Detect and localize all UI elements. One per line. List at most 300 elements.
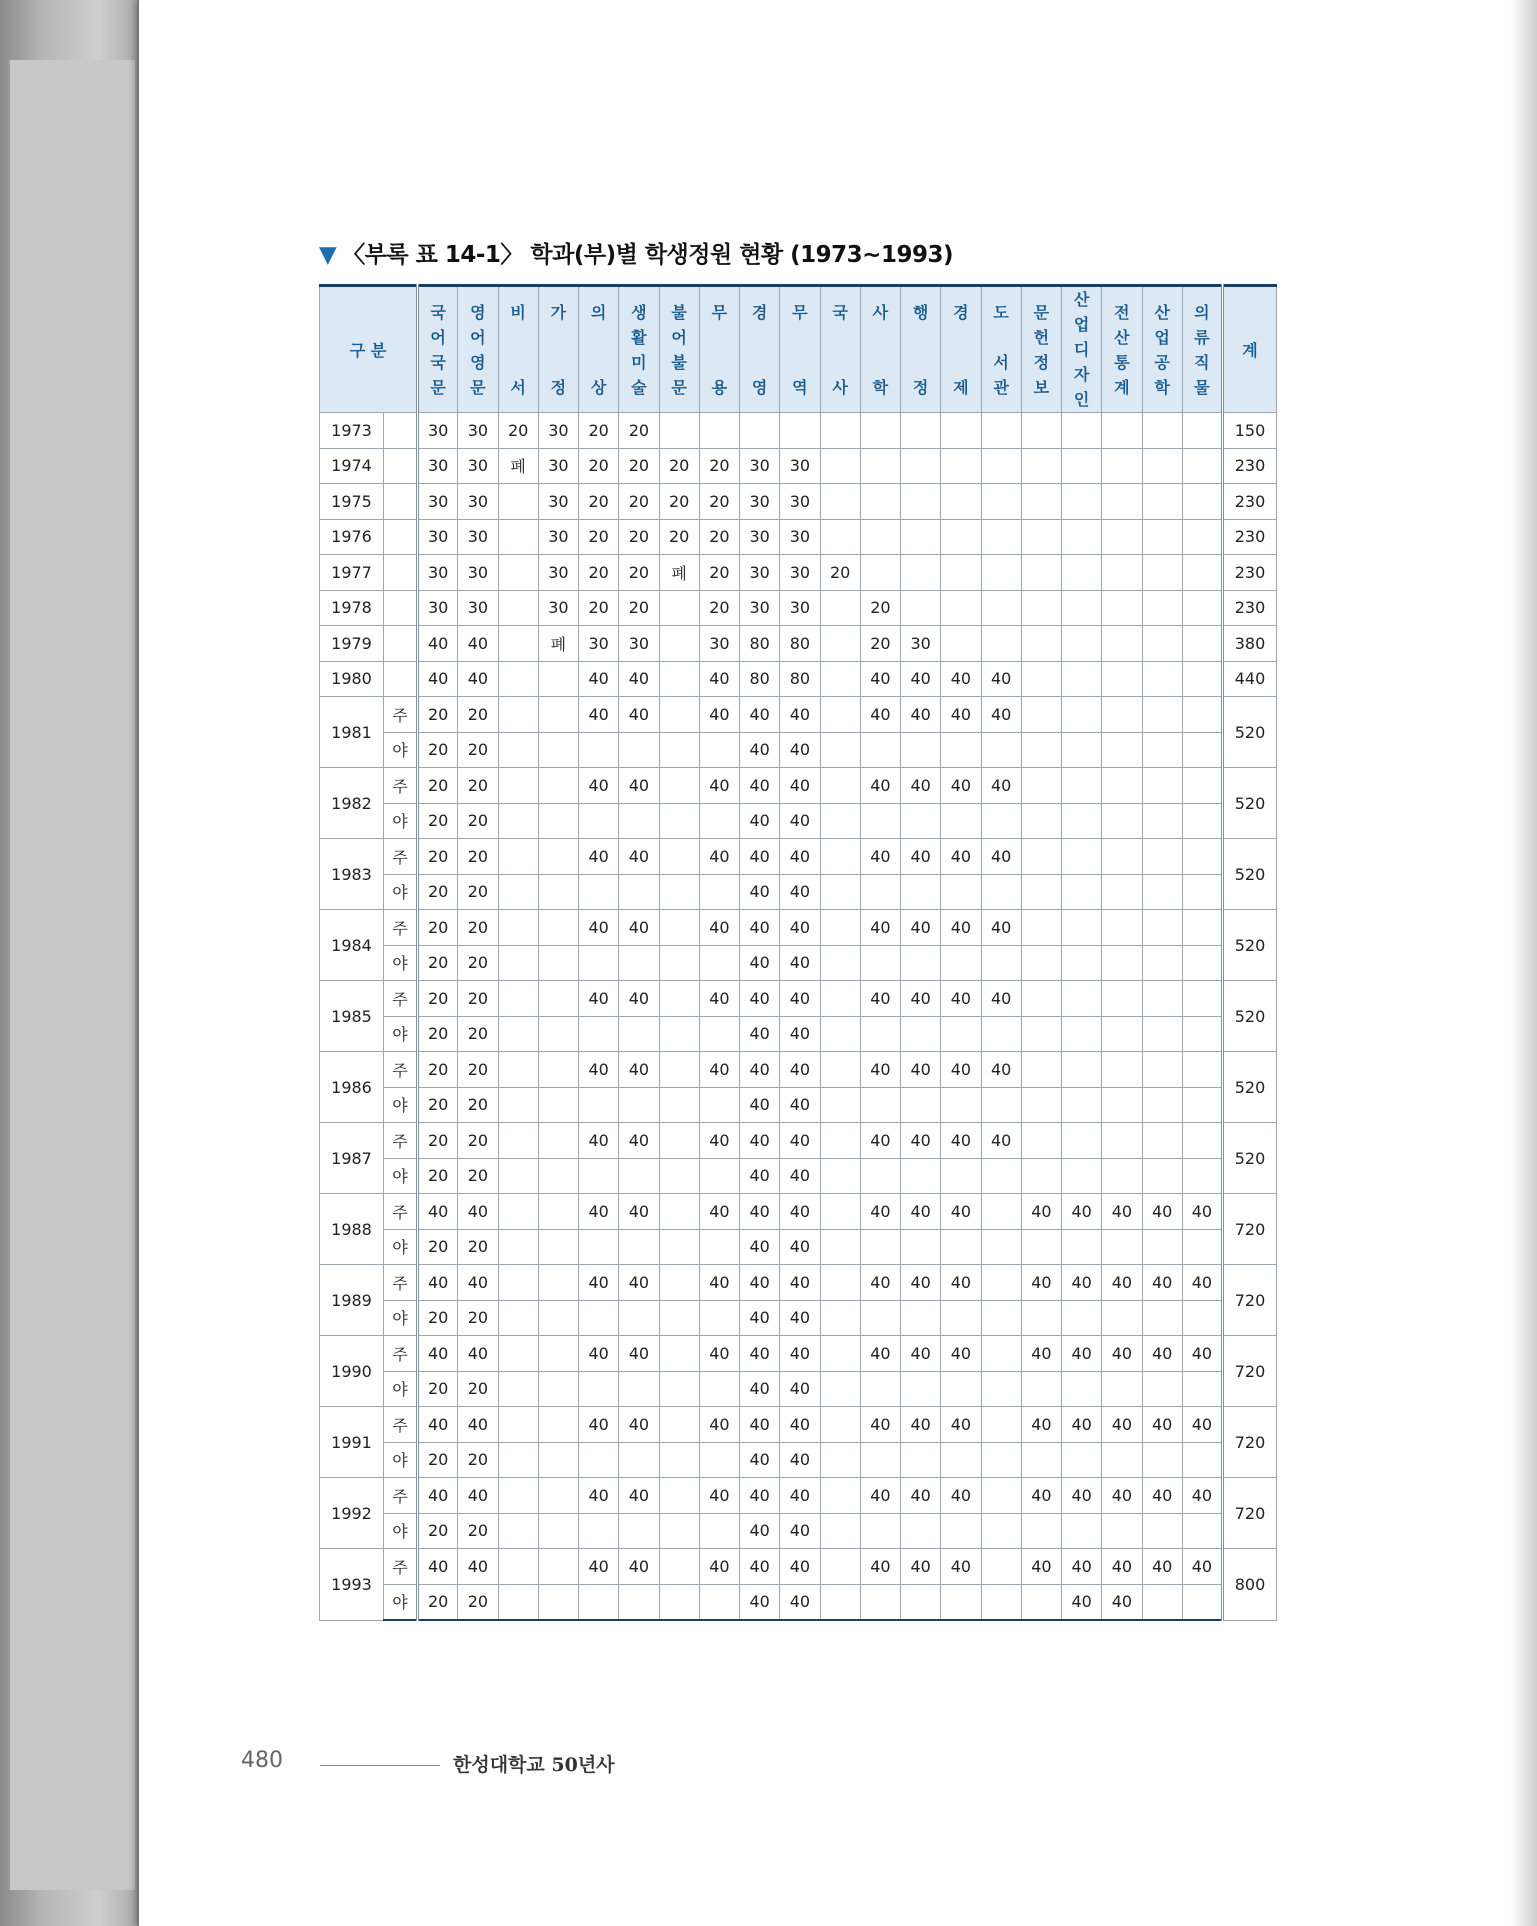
quota-cell: 40: [619, 768, 659, 804]
quota-cell: [1021, 1442, 1061, 1478]
quota-cell: 40: [780, 910, 820, 946]
quota-cell: 30: [458, 590, 498, 626]
quota-cell: [699, 945, 739, 981]
quota-cell: [1102, 590, 1142, 626]
quota-cell: 40: [699, 1336, 739, 1372]
header-char: 제: [953, 377, 969, 397]
quota-cell: 40: [740, 1478, 780, 1514]
session-cell: [384, 484, 418, 520]
quota-cell: 20: [458, 1371, 498, 1407]
year-cell: 1988: [320, 1194, 384, 1265]
quota-cell: 40: [579, 1265, 619, 1301]
quota-cell: [538, 1123, 578, 1159]
quota-cell: 40: [981, 768, 1021, 804]
header-dept-13: [901, 286, 941, 413]
quota-cell: 20: [659, 484, 699, 520]
quota-cell: 20: [579, 448, 619, 484]
quota-cell: 40: [699, 1265, 739, 1301]
quota-cell: 30: [538, 519, 578, 555]
quota-cell: [1182, 768, 1222, 804]
book-page-edges: [8, 60, 135, 1890]
quota-cell: [860, 1016, 900, 1052]
quota-cell: 40: [860, 839, 900, 875]
quota-cell: 80: [740, 661, 780, 697]
quota-cell: [901, 803, 941, 839]
year-cell: 1990: [320, 1336, 384, 1407]
quota-cell: [941, 590, 981, 626]
table-row: [320, 803, 1277, 839]
quota-cell: 20: [458, 1300, 498, 1336]
header-char: 정: [550, 377, 567, 397]
quota-cell: 30: [418, 484, 458, 520]
quota-cell: [659, 1336, 699, 1372]
quota-cell: 40: [860, 1549, 900, 1585]
quota-cell: [498, 1513, 538, 1549]
session-cell: 주: [384, 1478, 418, 1514]
quota-cell: [901, 484, 941, 520]
quota-cell: 40: [740, 945, 780, 981]
session-cell: 야: [384, 803, 418, 839]
header-category: 구 분: [320, 286, 418, 413]
quota-cell: 40: [619, 1265, 659, 1301]
quota-cell: 40: [418, 1549, 458, 1585]
quota-cell: 40: [780, 768, 820, 804]
quota-cell: 20: [418, 732, 458, 768]
quota-cell: 40: [579, 839, 619, 875]
header-char: 정: [912, 377, 929, 397]
quota-cell: 20: [418, 910, 458, 946]
quota-cell: [901, 732, 941, 768]
quota-cell: [981, 484, 1021, 520]
quota-cell: 30: [458, 448, 498, 484]
quota-cell: [1021, 413, 1061, 449]
quota-cell: [1062, 1513, 1102, 1549]
quota-cell: 20: [458, 1584, 498, 1620]
quota-cell: [538, 874, 578, 910]
quota-cell: [619, 732, 659, 768]
session-cell: 야: [384, 1087, 418, 1123]
table-row: [320, 1371, 1277, 1407]
quota-cell: [1021, 1123, 1061, 1159]
quota-cell: [619, 1229, 659, 1265]
header-char: 공: [1154, 352, 1170, 372]
session-cell: 야: [384, 1158, 418, 1194]
quota-cell: [1021, 1513, 1061, 1549]
session-cell: 야: [384, 1513, 418, 1549]
total-cell: 440: [1223, 661, 1277, 697]
quota-cell: [1182, 519, 1222, 555]
header-char: [752, 350, 767, 375]
quota-cell: [619, 945, 659, 981]
quota-cell: [820, 448, 860, 484]
quota-cell: [538, 1336, 578, 1372]
quota-cell: 20: [619, 484, 659, 520]
quota-cell: 20: [699, 555, 739, 591]
quota-cell: 80: [740, 626, 780, 662]
quota-cell: [1142, 1229, 1182, 1265]
quota-cell: 40: [941, 1052, 981, 1088]
header-char: 학: [1154, 377, 1170, 397]
quota-cell: [659, 1513, 699, 1549]
quota-cell: [981, 1371, 1021, 1407]
table-row: [320, 1229, 1277, 1265]
quota-cell: [538, 945, 578, 981]
quota-cell: 40: [1102, 1194, 1142, 1230]
total-cell: 230: [1223, 484, 1277, 520]
quota-cell: 20: [619, 448, 659, 484]
quota-cell: 40: [740, 1371, 780, 1407]
header-char: [873, 325, 888, 350]
table-row: [320, 626, 1277, 662]
quota-cell: [498, 1584, 538, 1620]
quota-cell: 40: [699, 697, 739, 733]
header-dept-5: [579, 286, 619, 413]
quota-cell: 40: [619, 1052, 659, 1088]
table-row: [320, 590, 1277, 626]
total-cell: 380: [1223, 626, 1277, 662]
quota-cell: [1142, 803, 1182, 839]
header-dept-16: [1021, 286, 1061, 413]
quota-cell: [981, 1513, 1021, 1549]
quota-cell: [860, 519, 900, 555]
quota-cell: [1102, 1371, 1142, 1407]
quota-cell: [538, 1584, 578, 1620]
quota-cell: 40: [458, 1194, 498, 1230]
quota-cell: [981, 1549, 1021, 1585]
quota-cell: [981, 1229, 1021, 1265]
total-cell: 520: [1223, 1123, 1277, 1194]
quota-cell: [941, 413, 981, 449]
quota-cell: 30: [458, 484, 498, 520]
quota-cell: [820, 945, 860, 981]
quota-cell: [579, 1087, 619, 1123]
quota-cell: 20: [579, 590, 619, 626]
quota-cell: [901, 1016, 941, 1052]
session-cell: 야: [384, 1300, 418, 1336]
quota-cell: 40: [1021, 1265, 1061, 1301]
quota-cell: [699, 1229, 739, 1265]
quota-cell: [1102, 661, 1142, 697]
year-cell: 1976: [320, 519, 384, 555]
quota-cell: [1021, 484, 1061, 520]
quota-cell: [1102, 1087, 1142, 1123]
quota-cell: [1102, 1052, 1142, 1088]
quota-cell: 40: [418, 661, 458, 697]
quota-cell: [1021, 874, 1061, 910]
quota-cell: [1102, 839, 1142, 875]
quota-cell: [1021, 626, 1061, 662]
quota-cell: [619, 803, 659, 839]
quota-cell: 40: [458, 1265, 498, 1301]
quota-cell: [498, 839, 538, 875]
session-cell: 주: [384, 768, 418, 804]
quota-cell: [659, 1478, 699, 1514]
quota-cell: 20: [699, 448, 739, 484]
quota-cell: [820, 484, 860, 520]
quota-cell: 40: [780, 1407, 820, 1443]
quota-cell: 40: [579, 1194, 619, 1230]
quota-cell: [941, 1513, 981, 1549]
year-cell: 1980: [320, 661, 384, 697]
quota-cell: [498, 1407, 538, 1443]
quota-cell: [1102, 1123, 1142, 1159]
quota-cell: 30: [418, 413, 458, 449]
quota-cell: [1142, 1300, 1182, 1336]
quota-cell: 40: [458, 661, 498, 697]
header-char: 미: [631, 352, 647, 372]
quota-cell: 40: [901, 1336, 941, 1372]
quota-cell: [1142, 413, 1182, 449]
quota-cell: [820, 1087, 860, 1123]
quota-cell: [1182, 1371, 1222, 1407]
quota-cell: [1102, 874, 1142, 910]
quota-cell: 30: [538, 590, 578, 626]
quota-cell: [941, 945, 981, 981]
total-cell: 520: [1223, 697, 1277, 768]
total-cell: 720: [1223, 1265, 1277, 1336]
quota-cell: 40: [579, 1123, 619, 1159]
header-char: [832, 350, 847, 375]
quota-cell: [498, 590, 538, 626]
quota-cell: 40: [1142, 1478, 1182, 1514]
quota-cell: [860, 1584, 900, 1620]
quota-cell: [901, 448, 941, 484]
quota-cell: 40: [860, 1478, 900, 1514]
quota-cell: 40: [780, 874, 820, 910]
quota-cell: 40: [901, 1194, 941, 1230]
quota-cell: [860, 484, 900, 520]
quota-cell: [820, 1123, 860, 1159]
quota-cell: [1062, 803, 1102, 839]
quota-cell: [1021, 910, 1061, 946]
header-char: 산: [1073, 290, 1090, 309]
quota-cell: [659, 1407, 699, 1443]
quota-cell: [538, 1513, 578, 1549]
quota-cell: 40: [901, 981, 941, 1017]
quota-cell: [860, 448, 900, 484]
quota-cell: [941, 732, 981, 768]
quota-cell: 40: [780, 1584, 820, 1620]
quota-cell: 40: [699, 981, 739, 1017]
quota-cell: 40: [780, 1513, 820, 1549]
quota-cell: [1021, 1300, 1061, 1336]
quota-cell: [901, 1229, 941, 1265]
book-spine: [0, 0, 140, 1926]
header-char: 영: [751, 377, 768, 397]
quota-cell: [941, 1229, 981, 1265]
total-cell: 230: [1223, 448, 1277, 484]
quota-cell: 20: [458, 1229, 498, 1265]
quota-cell: 40: [418, 1336, 458, 1372]
quota-cell: 20: [659, 448, 699, 484]
quota-cell: 40: [860, 1407, 900, 1443]
quota-cell: [1062, 519, 1102, 555]
session-cell: 주: [384, 697, 418, 733]
quota-cell: [1062, 768, 1102, 804]
quota-cell: 30: [458, 413, 498, 449]
quota-cell: 40: [860, 768, 900, 804]
quota-cell: [820, 626, 860, 662]
table-row: [320, 484, 1277, 520]
quota-cell: [820, 874, 860, 910]
header-char: 경: [953, 302, 969, 322]
session-cell: [384, 590, 418, 626]
quota-cell: 40: [619, 1549, 659, 1585]
quota-cell: [1142, 1123, 1182, 1159]
quota-cell: 40: [901, 697, 941, 733]
quota-cell: [498, 1016, 538, 1052]
quota-cell: [498, 1123, 538, 1159]
table-row: [320, 1442, 1277, 1478]
quota-cell: [1021, 1584, 1061, 1620]
quota-cell: [538, 1549, 578, 1585]
session-cell: 야: [384, 1442, 418, 1478]
quota-cell: [941, 1371, 981, 1407]
quota-cell: [1182, 874, 1222, 910]
quota-cell: [941, 1442, 981, 1478]
quota-cell: [699, 1442, 739, 1478]
quota-cell: [498, 1442, 538, 1478]
quota-cell: 40: [619, 697, 659, 733]
quota-cell: 40: [780, 732, 820, 768]
quota-cell: [1142, 1052, 1182, 1088]
quota-cell: [1182, 626, 1222, 662]
quota-cell: [538, 661, 578, 697]
quota-cell: 30: [780, 590, 820, 626]
session-cell: 주: [384, 1407, 418, 1443]
quota-cell: [538, 1158, 578, 1194]
book-title: 한성대학교 50년사: [453, 1754, 615, 1776]
table-row: [320, 839, 1277, 875]
quota-cell: 40: [981, 981, 1021, 1017]
quota-cell: 40: [780, 1442, 820, 1478]
quota-cell: [981, 626, 1021, 662]
quota-cell: 20: [699, 484, 739, 520]
total-cell: 230: [1223, 519, 1277, 555]
quota-cell: 40: [740, 874, 780, 910]
year-cell: 1983: [320, 839, 384, 910]
quota-cell: [579, 1513, 619, 1549]
quota-cell: 40: [1182, 1265, 1222, 1301]
quota-cell: [901, 555, 941, 591]
quota-cell: [699, 1513, 739, 1549]
quota-cell: [1182, 590, 1222, 626]
header-char: 문: [470, 377, 486, 397]
year-cell: 1975: [320, 484, 384, 520]
quota-cell: [941, 555, 981, 591]
quota-cell: 40: [780, 839, 820, 875]
header-char: 보: [1033, 377, 1050, 397]
quota-cell: [1182, 732, 1222, 768]
quota-cell: 40: [860, 981, 900, 1017]
total-cell: 230: [1223, 555, 1277, 591]
quota-cell: [659, 768, 699, 804]
quota-cell: [1021, 590, 1061, 626]
quota-cell: 폐: [538, 626, 578, 662]
quota-cell: [1102, 803, 1142, 839]
quota-cell: [659, 732, 699, 768]
quota-cell: 40: [1021, 1549, 1061, 1585]
session-cell: 야: [384, 1016, 418, 1052]
quota-cell: [538, 768, 578, 804]
table-header: [320, 286, 1277, 413]
quota-cell: [1142, 1371, 1182, 1407]
quota-cell: [860, 803, 900, 839]
quota-cell: 40: [941, 1549, 981, 1585]
quota-cell: 40: [1062, 1478, 1102, 1514]
header-char: 산: [1114, 327, 1130, 347]
quota-cell: [579, 1442, 619, 1478]
quota-cell: [659, 413, 699, 449]
header-char: 자: [1073, 365, 1090, 384]
quota-cell: 20: [458, 768, 498, 804]
quota-cell: [1182, 555, 1222, 591]
header-char: [993, 325, 1008, 350]
quota-cell: 40: [780, 1087, 820, 1123]
year-cell: 1977: [320, 555, 384, 591]
quota-cell: 40: [1182, 1194, 1222, 1230]
quota-cell: 40: [941, 661, 981, 697]
quota-cell: 40: [1062, 1549, 1102, 1585]
quota-cell: [1021, 448, 1061, 484]
quota-cell: 40: [901, 661, 941, 697]
quota-cell: [1021, 697, 1061, 733]
quota-cell: 40: [941, 1123, 981, 1159]
quota-cell: 30: [458, 519, 498, 555]
quota-cell: 40: [780, 1371, 820, 1407]
quota-cell: [498, 1336, 538, 1372]
quota-cell: 40: [780, 1478, 820, 1514]
quota-cell: [659, 1371, 699, 1407]
quota-cell: [860, 1229, 900, 1265]
quota-cell: [1182, 1158, 1222, 1194]
total-cell: 720: [1223, 1336, 1277, 1407]
quota-cell: [659, 839, 699, 875]
header-char: 서: [993, 352, 1009, 372]
table-row: [320, 661, 1277, 697]
quota-cell: 40: [458, 1407, 498, 1443]
quota-cell: [860, 1158, 900, 1194]
session-cell: 주: [384, 1336, 418, 1372]
quota-cell: [860, 1300, 900, 1336]
quota-cell: [901, 945, 941, 981]
header-dept-12: [860, 286, 900, 413]
quota-cell: 30: [780, 448, 820, 484]
table-row: [320, 1052, 1277, 1088]
session-cell: [384, 519, 418, 555]
quota-cell: [981, 803, 1021, 839]
quota-cell: 40: [579, 697, 619, 733]
quota-cell: [820, 1194, 860, 1230]
quota-cell: [1062, 1052, 1102, 1088]
quota-cell: 40: [740, 1442, 780, 1478]
quota-cell: 20: [418, 1584, 458, 1620]
session-cell: 주: [384, 1052, 418, 1088]
quota-cell: 20: [458, 1087, 498, 1123]
quota-cell: 40: [699, 1478, 739, 1514]
quota-cell: [619, 1371, 659, 1407]
quota-cell: [538, 1265, 578, 1301]
total-cell: 520: [1223, 768, 1277, 839]
quota-cell: [1102, 981, 1142, 1017]
quota-cell: 40: [941, 1194, 981, 1230]
quota-cell: 20: [458, 732, 498, 768]
quota-cell: [1102, 1016, 1142, 1052]
quota-cell: 40: [780, 1052, 820, 1088]
header-dept-10: [780, 286, 820, 413]
year-cell: 1974: [320, 448, 384, 484]
quota-cell: [498, 555, 538, 591]
